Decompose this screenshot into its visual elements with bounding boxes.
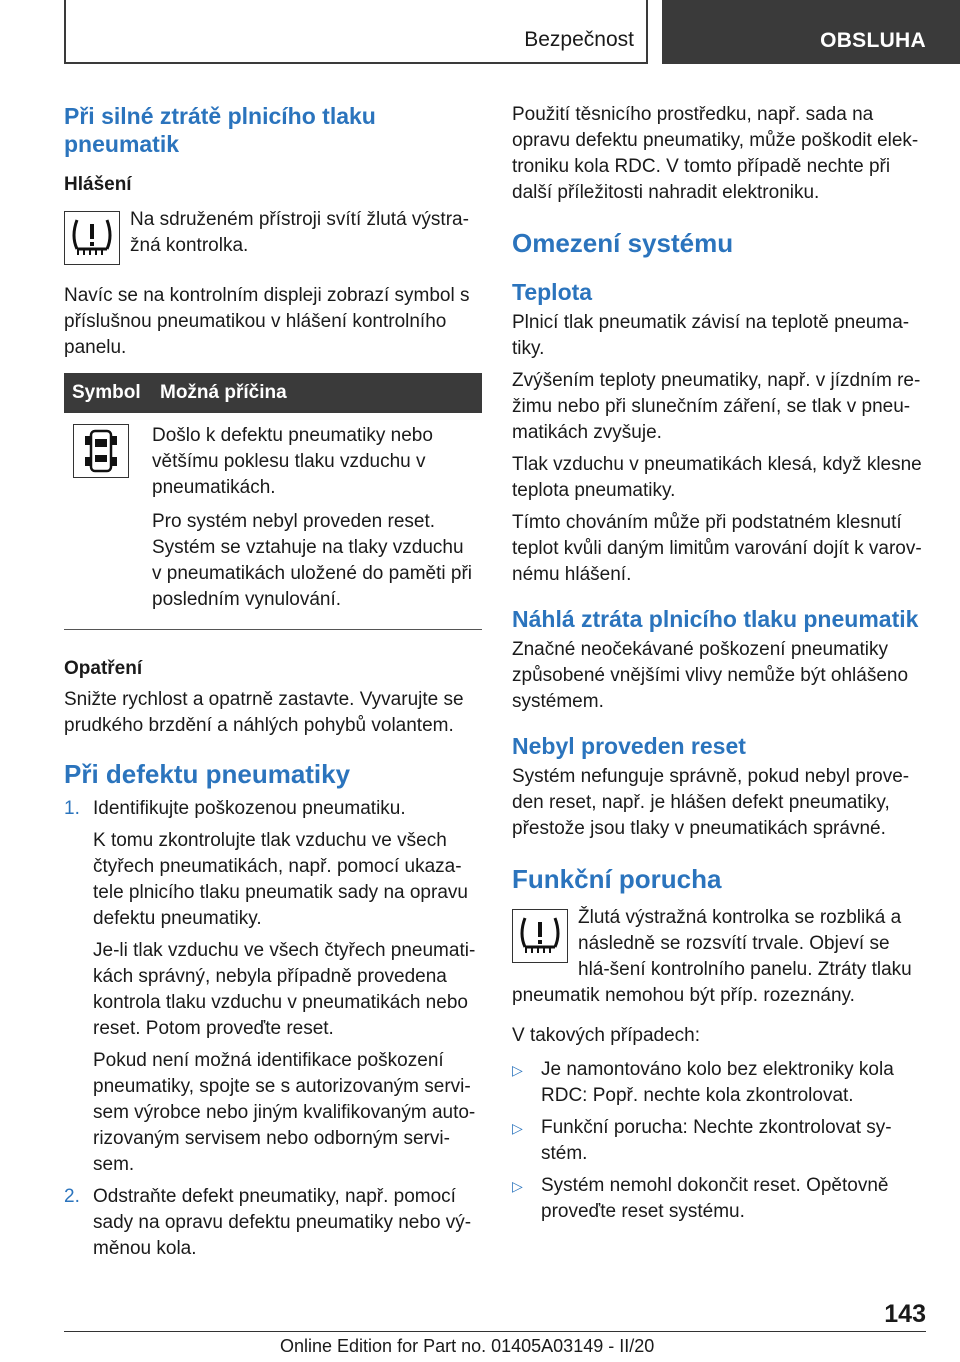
measure-text: Snižte rychlost a opatrně zastavte. Vyvarujte se prudkého brzdění a náhlých pohybů volantem.	[64, 689, 464, 736]
left-column	[64, 102, 482, 1262]
triangle-bullet-icon: ▷	[512, 1062, 523, 1078]
warning-block	[64, 207, 482, 269]
right-column	[512, 102, 926, 1225]
footer-edition: Online Edition for Part no. 01405A03149 - II/20	[280, 1336, 655, 1356]
section-title-defect: Při defektu pneumatiky	[64, 759, 351, 789]
header-chapter-tab: OBSLUHA	[662, 0, 960, 64]
message-label: Hlášení	[64, 174, 132, 195]
list-item	[64, 796, 482, 1178]
triangle-bullet-icon: ▷	[512, 1178, 523, 1194]
page-number: 143	[884, 1300, 926, 1328]
step-detail: Je-li tlak vzduchu ve všech čtyřech pneumati-kách správný, nebyla případně provedena kontrola tlaku vzduchu v pneumatikách nebo reset. Potom proveďte reset.	[93, 940, 476, 1039]
section-title-limits: Omezení systému	[512, 228, 734, 258]
tire-pressure-warning-icon	[64, 211, 120, 265]
step-text: Odstraňte defekt pneumatiky, např. pomocí sady na opravu defektu pneumatiky nebo vý-měnou kola.	[93, 1186, 472, 1259]
table-bottom-rule	[64, 629, 482, 630]
temperature-paragraph: Tímto chováním může při podstatném klesnutí teplot kvůli daným limitům varování dojít k varov-nému hlášení.	[512, 512, 922, 585]
defect-steps-list	[64, 796, 482, 1262]
fault-warning-text: Žlutá výstražná kontrolka se rozbliká a následně se rozsvítí trvale. Objeví se hlá-šení kontrolního panelu. Ztráty tlaku pneumatik nemohou být příp. rozeznány.	[512, 907, 912, 1006]
paragraph-display-info: Navíc se na kontrolním displeji zobrazí symbol s příslušnou pneumatikou v hlášení kontrolního panelu.	[64, 285, 470, 358]
paragraph-sealant: Použití těsnicího prostředku, např. sada na opravu defektu pneumatiky, může poškodit elek-troniku kola RDC. V tomto případě nechte při další příležitosti nahradit elektroniku.	[512, 104, 919, 203]
table-header-symbol: Symbol	[64, 373, 152, 413]
symbol-table	[64, 373, 482, 629]
step-number: 1.	[64, 798, 80, 819]
list-item	[64, 1184, 482, 1262]
car-tire-icon	[73, 424, 129, 478]
footer-rule	[64, 1331, 926, 1332]
step-detail: K tomu zkontrolujte tlak vzduchu ve všech čtyřech pneumatikách, např. pomocí ukaza-tele plnicího tlaku pneumatik sady na opravu defektu pneumatiky.	[93, 830, 468, 929]
step-number: 2.	[64, 1186, 80, 1207]
table-cause-1: Došlo k defektu pneumatiky nebo většímu poklesu tlaku vzduchu v pneumatikách.	[152, 425, 433, 498]
list-item: ▷ Funkční porucha: Nechte zkontrolovat sy-stém.	[512, 1117, 892, 1164]
subsection-title-reset: Nebyl proveden reset	[512, 733, 746, 759]
temperature-paragraph: Zvýšením teploty pneumatiky, např. v jízdním re-žimu nebo při slunečním záření, se tlak v pneu-matikách zvyšuje.	[512, 370, 921, 443]
step-detail: Pokud není možná identifikace poškození pneumatiky, spojte se s autorizovaným servi-sem výrobce nebo jiným kvalifikovaným auto-rizovaným servisem nebo odborným servi-sem.	[93, 1050, 476, 1175]
section-title-fault: Funkční porucha	[512, 864, 722, 894]
reset-paragraph: Systém nefunguje správně, pokud nebyl prove-den reset, např. je hlášen defekt pneumatiky, přestože jsou tlaky v pneumatikách správné.	[512, 766, 910, 839]
temperature-paragraph: Plnicí tlak pneumatik závisí na teplotě pneuma-tiky.	[512, 312, 910, 359]
list-item: ▷ Je namontováno kolo bez elektroniky kola RDC: Popř. nechte kola zkontrolovat.	[512, 1059, 894, 1106]
tire-pressure-warning-icon	[512, 909, 568, 963]
list-item: ▷ Systém nemohl dokončit reset. Opětovně proveďte reset systému.	[512, 1175, 889, 1222]
temperature-paragraph: Tlak vzduchu v pneumatikách klesá, když klesne teplota pneumatiky.	[512, 454, 922, 501]
cases-list	[512, 1057, 926, 1225]
table-header-row	[64, 373, 482, 413]
fault-warning-block	[512, 905, 926, 1009]
subsection-title-sudden-loss: Náhlá ztráta plnicího tlaku pneumatik	[512, 606, 919, 632]
step-text: Identifikujte poškozenou pneumatiku.	[93, 798, 406, 819]
warning-text: Na sdruženém přístroji svítí žlutá výstra-žná kontrolka.	[130, 209, 469, 256]
table-header-cause: Možná příčina	[152, 373, 482, 413]
section-title-pressure-loss: Při silné ztrátě plnicího tlaku pneumatik	[64, 103, 376, 157]
header-section-title: Bezpečnost	[524, 28, 634, 51]
sudden-loss-paragraph: Značné neočekávané poškození pneumatiky způsobené vnějšími vlivy nemůže být ohlášeno systémem.	[512, 639, 909, 712]
triangle-bullet-icon: ▷	[512, 1120, 523, 1136]
table-row	[64, 413, 482, 629]
measure-label: Opatření	[64, 658, 143, 679]
table-cause-2: Pro systém nebyl proveden reset. Systém se vztahuje na tlaky vzduchu v pneumatikách uložené do paměti při posledním vynulování.	[152, 511, 473, 610]
cases-label: V takových případech:	[512, 1025, 700, 1046]
subsection-title-temperature: Teplota	[512, 279, 593, 305]
